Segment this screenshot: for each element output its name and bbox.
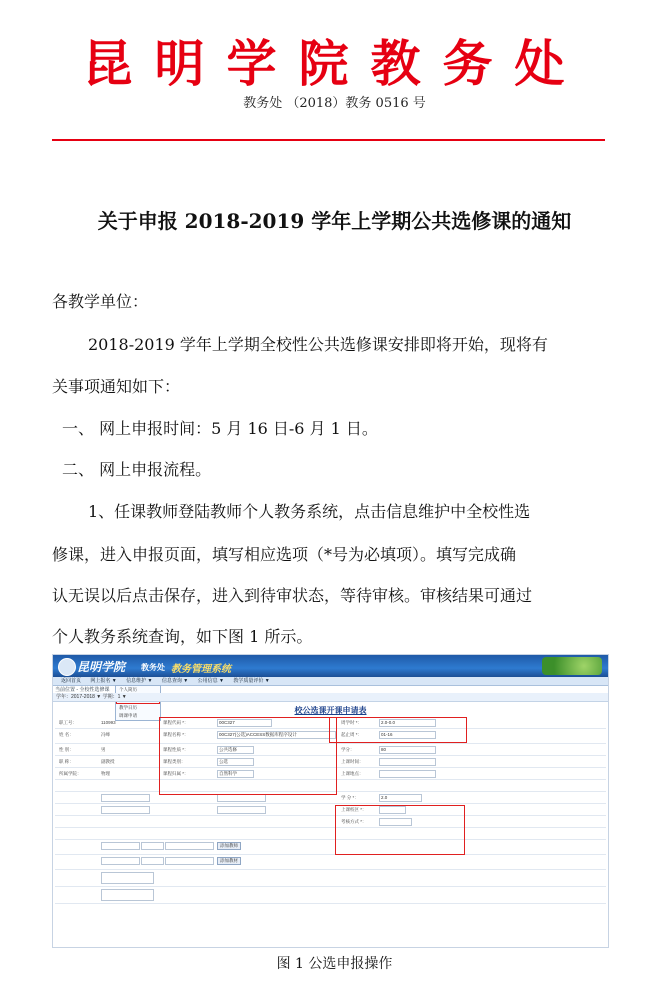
form-title: 校公选课开课申请表 <box>294 706 367 715</box>
teacher-id-value: 110993 <box>101 720 116 725</box>
document-number: 教务处 （2018）教务 0516 号 <box>243 96 426 111</box>
figure-caption: 图 1 公选申报操作 <box>276 956 393 972</box>
field-label: 职工号： <box>59 720 77 725</box>
school-emblem-icon <box>58 658 76 676</box>
class-place-input[interactable] <box>379 770 436 778</box>
breadcrumb: 当前位置 - 全校性选修课 <box>55 687 110 693</box>
week-hours-input[interactable]: 2.0-0.0 <box>379 719 436 727</box>
paragraph-2-line-1: 1、任课教师登陆教师个人教务系统，点击信息维护中全校性选 <box>88 502 531 521</box>
start-end-weeks-input[interactable]: 01-16 <box>379 731 436 739</box>
highlight-hours-fields <box>329 717 467 743</box>
system-banner <box>53 655 608 677</box>
textbook-input[interactable] <box>101 794 150 802</box>
paragraph-2-line-3: 认无误以后点击保存，进入到待审状态，等待审核。审核结果可通过 <box>52 586 533 605</box>
course-nature-select[interactable]: 公共选修 <box>217 746 254 754</box>
notice-title: 关于申报 2018-2019 学年上学期公共选修课的通知 <box>97 209 572 233</box>
book-select-2[interactable] <box>141 857 164 865</box>
teacher-select-2[interactable] <box>141 842 164 850</box>
field-label: 学 分 *： <box>341 795 359 800</box>
teacher-name-value: 冯峰 <box>101 732 110 737</box>
paragraph-1-line-2: 关事项通知如下： <box>52 377 181 396</box>
banner-decoration <box>542 657 602 675</box>
book-select-3[interactable] <box>165 857 214 865</box>
gender-value: 男 <box>101 747 106 752</box>
form-row <box>55 887 606 904</box>
field-label: 职 称： <box>59 759 74 764</box>
isbn-input[interactable] <box>217 806 266 814</box>
field-label: 周学时 *： <box>341 720 363 725</box>
salutation: 各教学单位： <box>52 292 149 311</box>
school-logo-text: 昆明学院 <box>77 660 126 674</box>
menu-info-maintain[interactable]: 信息维护 ▼ <box>126 678 153 684</box>
form-row <box>55 870 606 887</box>
course-intro-textarea[interactable] <box>101 872 154 884</box>
teacher-select-1[interactable] <box>101 842 140 850</box>
menu-online-register[interactable]: 网上报名 ▼ <box>90 678 117 684</box>
field-label: 课程代码 *： <box>163 720 189 725</box>
red-divider <box>52 139 605 141</box>
field-label: 上课校区 *： <box>341 807 367 812</box>
highlight-credit-fields <box>335 805 465 855</box>
field-label: 性 别： <box>59 747 74 752</box>
dropdown-item-resume[interactable]: 个人简历 <box>119 687 137 692</box>
field-label: 课程归属 *： <box>163 771 189 776</box>
figure-1-screenshot <box>52 654 609 948</box>
field-label: 上课地点： <box>341 771 364 776</box>
paragraph-1-line-1: 2018-2019 学年上学期全校性公共选修课安排即将开始，现将有 <box>88 335 548 354</box>
item-2-process: 二、 网上申报流程。 <box>62 460 212 479</box>
field-label: 考核方式 *： <box>341 819 367 824</box>
field-label: 课程性质 *： <box>163 747 189 752</box>
form-row <box>55 855 606 870</box>
add-teacher-button[interactable]: 添加教师 <box>217 842 241 850</box>
highlight-course-fields <box>159 717 337 795</box>
field-label: 所属学院： <box>59 771 82 776</box>
capacity-input[interactable]: 80 <box>379 746 436 754</box>
form-row <box>55 828 606 840</box>
item-1-time: 一、 网上申报时间：5 月 16 日-6 月 1 日。 <box>62 419 378 438</box>
field-label: 起止周 *： <box>341 732 363 737</box>
form-row <box>55 816 606 828</box>
course-category-select[interactable]: 公选 <box>217 758 254 766</box>
system-name: 教务管理系统 <box>171 664 231 675</box>
book-select-1[interactable] <box>101 857 140 865</box>
system-prefix: 教务处 <box>141 663 165 672</box>
menu-home[interactable]: 返回首页 <box>61 678 82 684</box>
field-label: 课程名称 *： <box>163 732 189 737</box>
paragraph-2-line-2: 修课，进入申报页面，填写相应选项（*号为必填项）。填写完成确 <box>52 545 517 564</box>
paragraph-2-line-4: 个人教务系统查询，如下图 1 所示。 <box>52 627 313 646</box>
course-code-input[interactable]: 00C327 <box>217 719 272 727</box>
menu-public-info[interactable]: 公用信息 ▼ <box>197 678 224 684</box>
prereq-textarea[interactable] <box>101 889 154 901</box>
menu-info-query[interactable]: 信息查询 ▼ <box>161 678 189 684</box>
term-filter-text[interactable]: 学年：2017-2018 ▼ 学期：1 ▼ <box>56 694 127 700</box>
form-row <box>55 804 606 816</box>
field-label: 上课时间： <box>341 759 364 764</box>
class-time-input[interactable] <box>379 758 436 766</box>
course-name-select[interactable]: 00C327(公选)ACCESS数据库程序设计 <box>217 731 336 739</box>
dropdown-item-calendar[interactable]: 教学日历 <box>119 705 137 710</box>
course-belong-select[interactable]: 自然科学 <box>217 770 254 778</box>
field-label: 姓 名： <box>59 732 74 737</box>
field-label: 学分： <box>341 747 355 752</box>
college-value: 物理 <box>101 771 110 776</box>
credit-hours-input[interactable]: 2.0 <box>379 794 422 802</box>
term-filter <box>53 693 608 702</box>
dropdown-item-reschedule[interactable]: 调课申请 <box>119 713 137 718</box>
editor-input[interactable] <box>217 794 266 802</box>
add-book-button[interactable]: 添加教材 <box>217 857 241 865</box>
publisher-input[interactable] <box>101 806 150 814</box>
title-value: 副教授 <box>101 759 115 764</box>
issuer-masthead: 昆明学院教务处 <box>82 34 587 93</box>
field-label: 课程类别： <box>163 759 186 764</box>
menu-teaching-eval[interactable]: 教学质量评价 ▼ <box>233 678 270 684</box>
teacher-select-3[interactable] <box>165 842 214 850</box>
form-row <box>55 840 606 855</box>
